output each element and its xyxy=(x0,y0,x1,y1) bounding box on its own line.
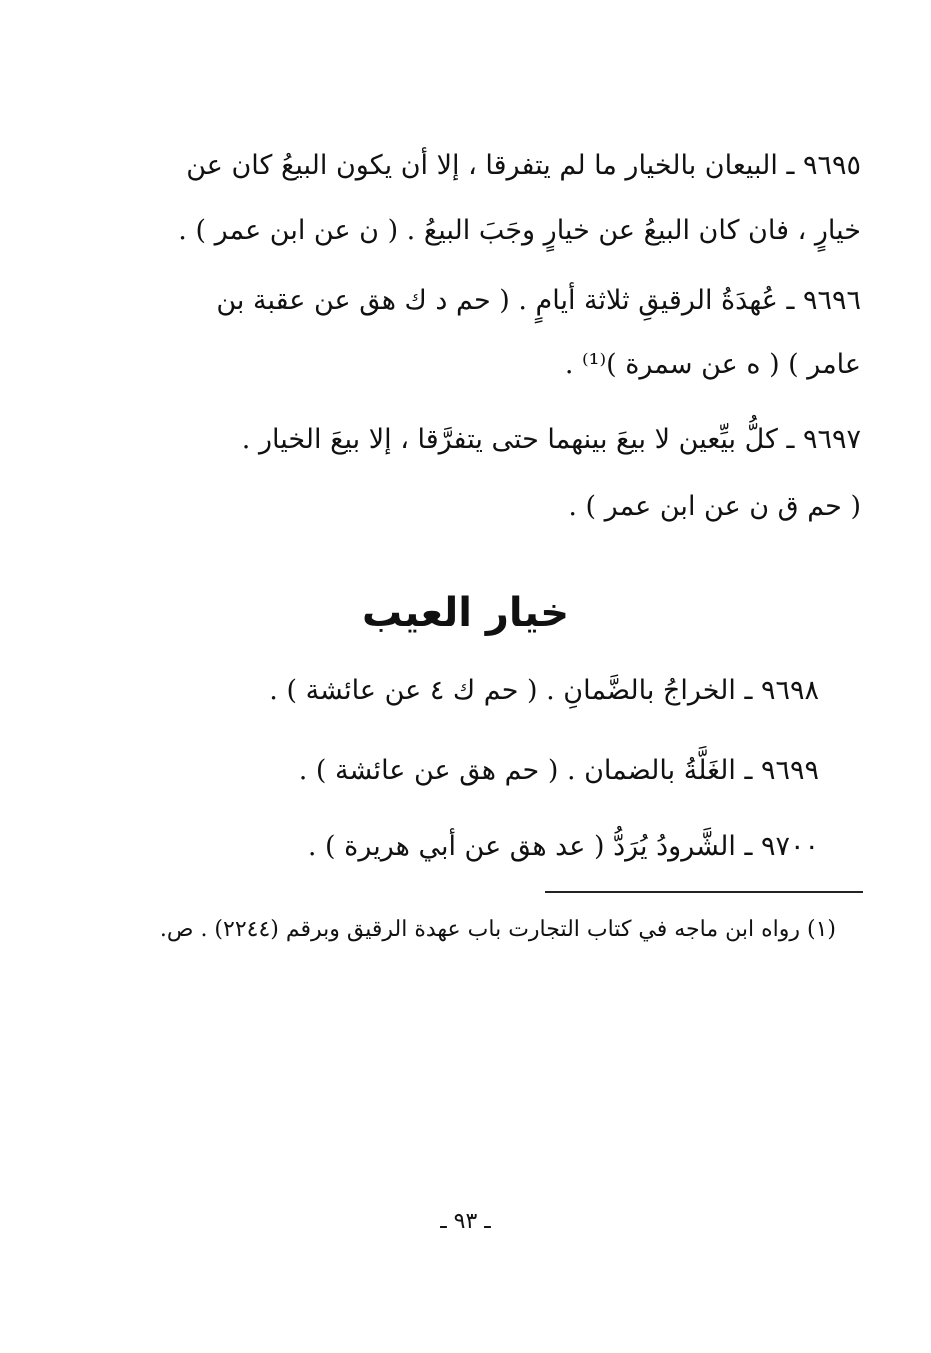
section-heading: خيار العيب xyxy=(361,590,570,636)
footnote-separator xyxy=(545,891,863,893)
hadith-9696-line-2: عامر ) ( ه عن سمرة )⁽¹⁾ . xyxy=(564,349,861,380)
hadith-9695-line-1: ٩٦٩٥ ـ البيعان بالخيار ما لم يتفرقا ، إلا أن يكون البيعُ كان عن xyxy=(186,150,861,181)
hadith-9696-line-1: ٩٦٩٦ ـ عُهدَةُ الرقيقِ ثلاثة أيامٍ . ( حم د ك هق عن عقبة بن xyxy=(216,285,861,316)
page-number: ـ ٩٣ ـ xyxy=(440,1209,491,1234)
hadith-9699: ٩٦٩٩ ـ الغَلَّةُ بالضمان . ( حم هق عن عائشة ) . xyxy=(298,755,819,786)
hadith-9700: ٩٧٠٠ ـ الشَّرودُ يُرَدُّ ( عد هق عن أبي هريرة ) . xyxy=(307,831,819,862)
hadith-9695-line-2: خيارٍ ، فان كان البيعُ عن خيارٍ وجَبَ البيعُ . ( ن عن ابن عمر ) . xyxy=(178,215,861,246)
hadith-9697-line-2: ( حم ق ن عن ابن عمر ) . xyxy=(568,491,861,522)
footnote: (١) رواه ابن ماجه في كتاب التجارت باب عهدة الرقيق وبرقم (٢٢٤٤) . ص. xyxy=(159,917,836,942)
hadith-9697-line-1: ٩٦٩٧ ـ كلُّ بيِّعين لا بيعَ بينهما حتى يتفرَّقا ، إلا بيعَ الخيار . xyxy=(241,424,861,455)
hadith-9698: ٩٦٩٨ ـ الخراجُ بالضَّمانِ . ( حم ك ٤ عن عائشة ) . xyxy=(269,675,819,706)
